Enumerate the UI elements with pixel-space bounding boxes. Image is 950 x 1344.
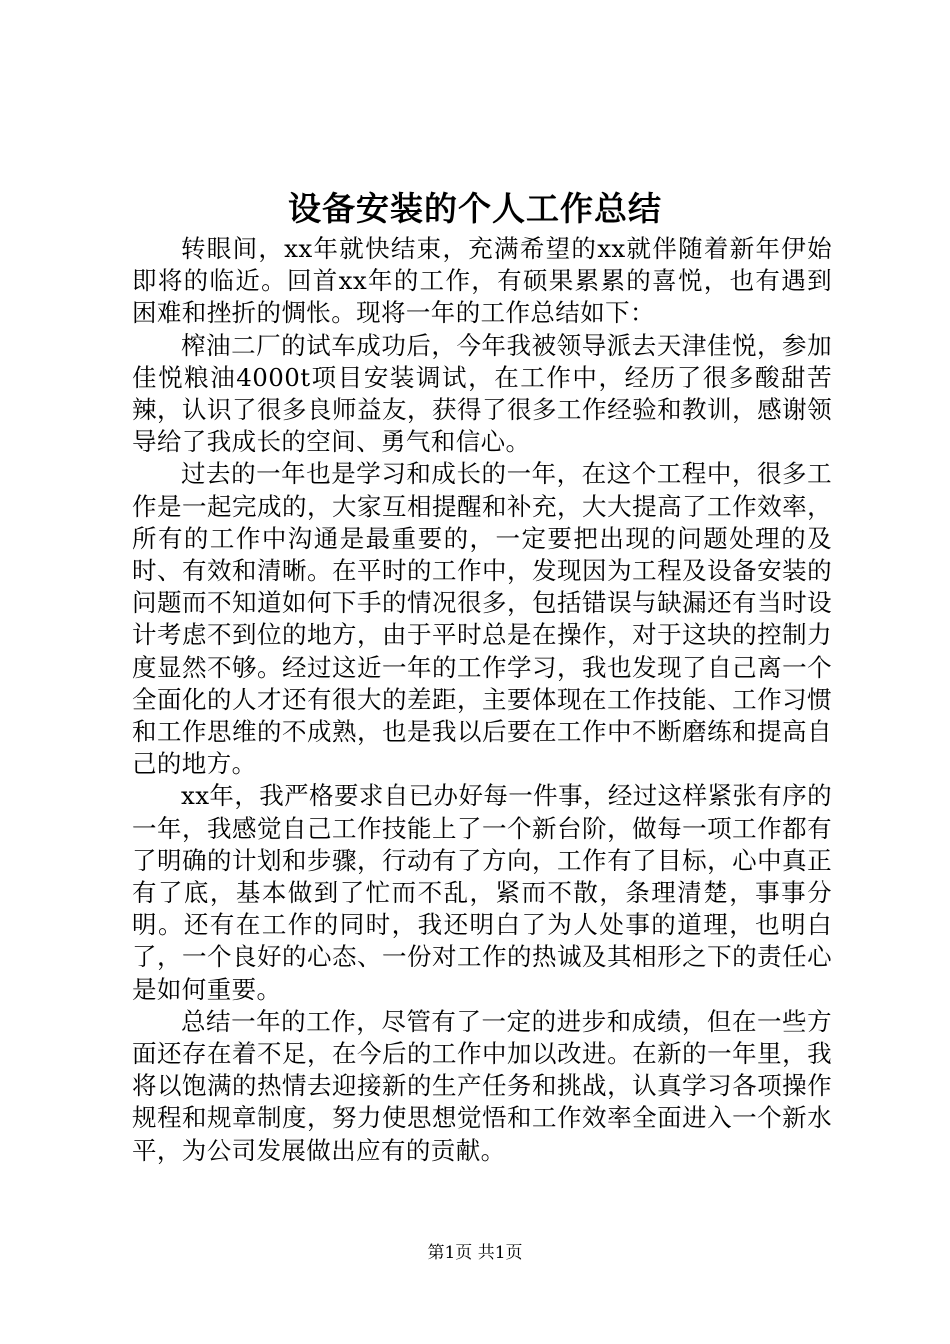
document-title: 设备安装的个人工作总结	[288, 189, 662, 228]
paragraph-conclusion: 总结一年的工作，尽管有了一定的进步和成绩，但在一些方面还存在着不足，在今后的工作中加以改进。在新的一年里，我将以饱满的热情去迎接新的生产任务和挑战，认真学习各项操作规程和规章制度，努力使思想觉悟和工作效率全面进入一个新水平，为公司发展做出应有的贡献。	[132, 1006, 832, 1165]
paragraph-project: 榨油二厂的试车成功后，今年我被领导派去天津佳悦，参加佳悦粮油4000t项目安装调试，在工作中，经历了很多酸甜苦辣，认识了很多良师益友，获得了很多工作经验和教训，感谢领导给了我成长的空间、勇气和信心。	[132, 330, 832, 457]
paragraph-progress: xx年，我严格要求自已办好每一件事，经过这样紧张有序的一年，我感觉自己工作技能上了一个新台阶，做每一项工作都有了明确的计划和步骤，行动有了方向，工作有了目标，心中真正有了底，基本做到了忙而不乱，紧而不散，条理清楚，事事分明。还有在工作的同时，我还明白了为人处事的道理，也明白了，一个良好的心态、一份对工作的热诚及其相形之下的责任心是如何重要。	[132, 781, 832, 1004]
document-body	[132, 233, 832, 1167]
paragraph-intro: 转眼间，xx年就快结束，充满希望的xx就伴随着新年伊始即将的临近。回首xx年的工作，有硕果累累的喜悦，也有遇到困难和挫折的惆怅。现将一年的工作总结如下：	[132, 234, 832, 328]
paragraph-learning: 过去的一年也是学习和成长的一年，在这个工程中，很多工作是一起完成的，大家互相提醒和补充，大大提高了工作效率，所有的工作中沟通是最重要的，一定要把出现的问题处理的及时、有效和清晰。在平时的工作中，发现因为工程及设备安装的问题而不知道如何下手的情况很多，包括错误与缺漏还有当时设计考虑不到位的地方，由于平时总是在操作，对于这块的控制力度显然不够。经过这近一年的工作学习，我也发现了自己离一个全面化的人才还有很大的差距，主要体现在工作技能、工作习惯和工作思维的不成熟，也是我以后要在工作中不断磨练和提高自己的地方。	[132, 459, 832, 779]
page-number-footer: 第1页 共1页	[427, 1243, 523, 1263]
